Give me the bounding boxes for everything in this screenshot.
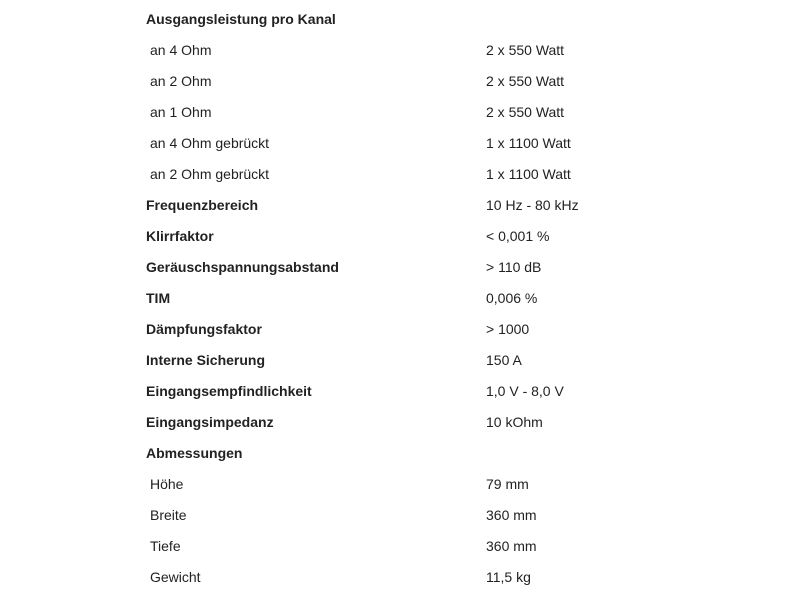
spec-row-2-ohm — [146, 66, 766, 97]
spec-label: TIM — [146, 290, 171, 306]
spec-row-4-ohm — [146, 35, 766, 66]
spec-value: 10 Hz - 80 kHz — [486, 197, 579, 213]
spec-row-snr — [146, 252, 766, 283]
spec-label: Tiefe — [150, 538, 181, 554]
spec-row-depth — [146, 531, 766, 562]
spec-label: Interne Sicherung — [146, 352, 266, 368]
spec-label: Gewicht — [150, 569, 201, 585]
spec-value: 2 x 550 Watt — [486, 73, 565, 89]
spec-value: 79 mm — [486, 476, 529, 492]
spec-value: > 1000 — [486, 321, 530, 337]
spec-value: 1,0 V - 8,0 V — [486, 383, 564, 399]
spec-value: 2 x 550 Watt — [486, 104, 565, 120]
spec-label: an 2 Ohm gebrückt — [150, 166, 270, 182]
spec-row-distortion — [146, 221, 766, 252]
spec-label: an 4 Ohm — [150, 42, 212, 58]
spec-row-input-impedance — [146, 407, 766, 438]
spec-row-width — [146, 500, 766, 531]
spec-label: Frequenzbereich — [146, 197, 259, 213]
spec-label: Höhe — [150, 476, 184, 492]
spec-value: 0,006 % — [486, 290, 538, 306]
spec-label: Breite — [150, 507, 187, 523]
spec-value: 11,5 kg — [486, 569, 531, 585]
spec-row-tim — [146, 283, 766, 314]
spec-value: < 0,001 % — [486, 228, 550, 244]
spec-row-input-sensitivity — [146, 376, 766, 407]
spec-label: an 2 Ohm — [150, 73, 212, 89]
spec-label: Klirrfaktor — [146, 228, 214, 244]
spec-row-weight — [146, 562, 766, 593]
spec-row-internal-fuse — [146, 345, 766, 376]
spec-table — [146, 4, 766, 593]
spec-row-frequency-range — [146, 190, 766, 221]
spec-row-4-ohm-bridged — [146, 128, 766, 159]
spec-value: 360 mm — [486, 538, 537, 554]
spec-label: Geräuschspannungsabstand — [146, 259, 339, 275]
spec-row-1-ohm — [146, 97, 766, 128]
spec-label: Abmessungen — [146, 445, 243, 461]
spec-value: > 110 dB — [486, 259, 542, 275]
spec-value: 1 x 1100 Watt — [486, 166, 571, 182]
spec-row-2-ohm-bridged — [146, 159, 766, 190]
spec-value: 1 x 1100 Watt — [486, 135, 571, 151]
spec-value: 10 kOhm — [486, 414, 543, 430]
spec-value: 360 mm — [486, 507, 537, 523]
spec-value: 2 x 550 Watt — [486, 42, 565, 58]
spec-label: an 1 Ohm — [150, 104, 212, 120]
spec-label: Eingangsimpedanz — [146, 414, 274, 430]
spec-value: 150 A — [486, 352, 522, 368]
spec-row-damping-factor — [146, 314, 766, 345]
spec-row-height — [146, 469, 766, 500]
spec-label: Ausgangsleistung pro Kanal — [146, 11, 336, 27]
spec-row-output-power — [146, 4, 766, 35]
spec-label: an 4 Ohm gebrückt — [150, 135, 270, 151]
spec-label: Eingangsempfindlichkeit — [146, 383, 312, 399]
spec-row-dimensions — [146, 438, 766, 469]
spec-label: Dämpfungsfaktor — [146, 321, 262, 337]
